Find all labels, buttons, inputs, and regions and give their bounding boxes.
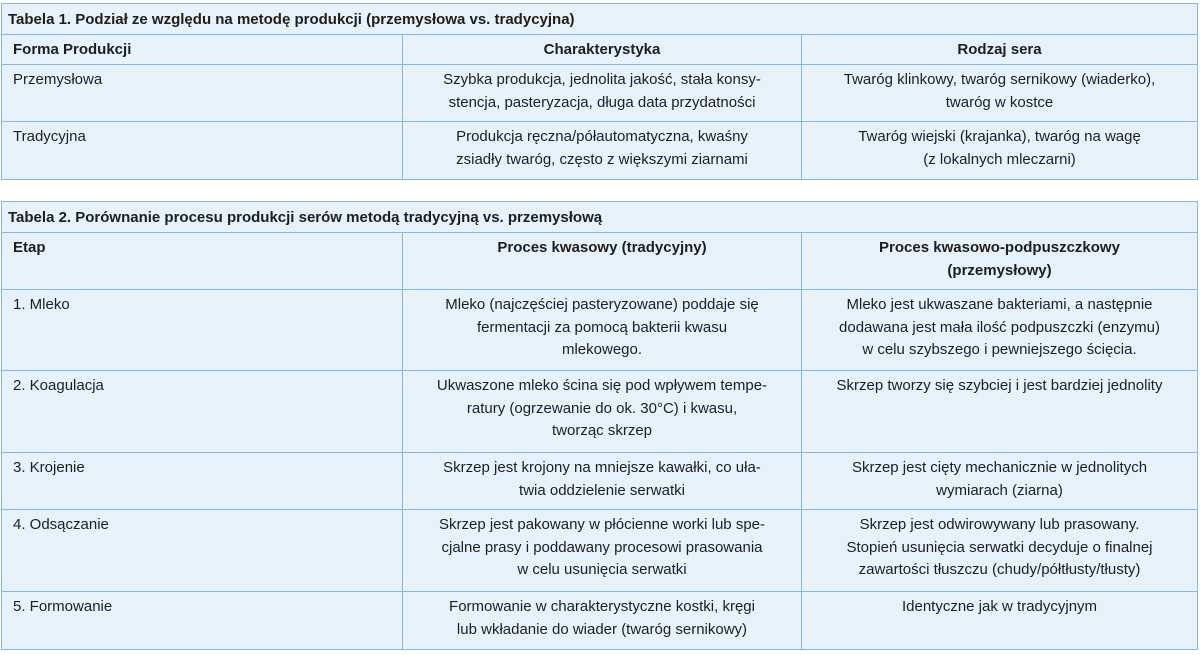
table-cell: Skrzep jest krojony na mniejsze kawałki, co uła- twia oddzielenie serwatki <box>403 453 802 510</box>
table-cell: Skrzep jest pakowany w płócienne worki lub spe- cjalne prasy i poddawany procesowi prasowania w celu usunięcia serwatki <box>403 510 802 592</box>
table-cell: Skrzep jest odwirowywany lub prasowany. Stopień usunięcia serwatki decyduje o finalnej zawartości tłuszczu (chudy/półtłusty/tłusty) <box>802 510 1198 592</box>
table-cell: Formowanie w charakterystyczne kostki, kręgi lub wkładanie do wiader (twaróg sernikowy) <box>403 592 802 650</box>
table-row <box>2 371 1198 453</box>
table-cell: Twaróg wiejski (krajanka), twaróg na wagę (z lokalnych mleczarni) <box>802 122 1198 180</box>
column-header: Charakterystyka <box>403 35 802 65</box>
column-header: Forma Produkcji <box>2 35 403 65</box>
table-cell: 3. Krojenie <box>2 453 403 510</box>
table-row <box>2 510 1198 592</box>
table-cell: Ukwaszone mleko ścina się pod wpływem tempe- ratury (ogrzewanie do ok. 30°C) i kwasu, tworząc skrzep <box>403 371 802 453</box>
column-header: Proces kwasowo-podpuszczkowy (przemysłowy) <box>802 233 1198 290</box>
table-cell: 2. Koagulacja <box>2 371 403 453</box>
table-row <box>2 290 1198 371</box>
table-cell: Mleko (najczęściej pasteryzowane) poddaje się fermentacji za pomocą bakterii kwasu mlekowego. <box>403 290 802 371</box>
table-cell: Przemysłowa <box>2 65 403 122</box>
table-cell: Tradycyjna <box>2 122 403 180</box>
column-header: Etap <box>2 233 403 290</box>
table-cell: 5. Formowanie <box>2 592 403 650</box>
table-process-comparison <box>1 201 1198 650</box>
table-production-form <box>1 3 1198 180</box>
table-cell: Mleko jest ukwaszane bakteriami, a następnie dodawana jest mała ilość podpuszczki (enzymu) w celu szybszego i pewniejszego ścięcia. <box>802 290 1198 371</box>
table-row <box>2 592 1198 650</box>
table-row <box>2 122 1198 180</box>
table-row <box>2 453 1198 510</box>
table-cell: Identyczne jak w tradycyjnym <box>802 592 1198 650</box>
table-cell: Skrzep tworzy się szybciej i jest bardziej jednolity <box>802 371 1198 453</box>
table-cell: Skrzep jest cięty mechanicznie w jednolitych wymiarach (ziarna) <box>802 453 1198 510</box>
table-caption: Tabela 1. Podział ze względu na metodę produkcji (przemysłowa vs. tradycyjna) <box>2 4 1198 35</box>
table-row <box>2 65 1198 122</box>
table-cell: Twaróg klinkowy, twaróg sernikowy (wiaderko), twaróg w kostce <box>802 65 1198 122</box>
table-cell: Produkcja ręczna/półautomatyczna, kwaśny zsiadły twaróg, często z większymi ziarnami <box>403 122 802 180</box>
table-cell: 1. Mleko <box>2 290 403 371</box>
table-cell: Szybka produkcja, jednolita jakość, stała konsy- stencja, pasteryzacja, długa data przydatności <box>403 65 802 122</box>
table-caption: Tabela 2. Porównanie procesu produkcji serów metodą tradycyjną vs. przemysłową <box>2 202 1198 233</box>
table-cell: 4. Odsączanie <box>2 510 403 592</box>
column-header: Rodzaj sera <box>802 35 1198 65</box>
column-header: Proces kwasowy (tradycyjny) <box>403 233 802 290</box>
